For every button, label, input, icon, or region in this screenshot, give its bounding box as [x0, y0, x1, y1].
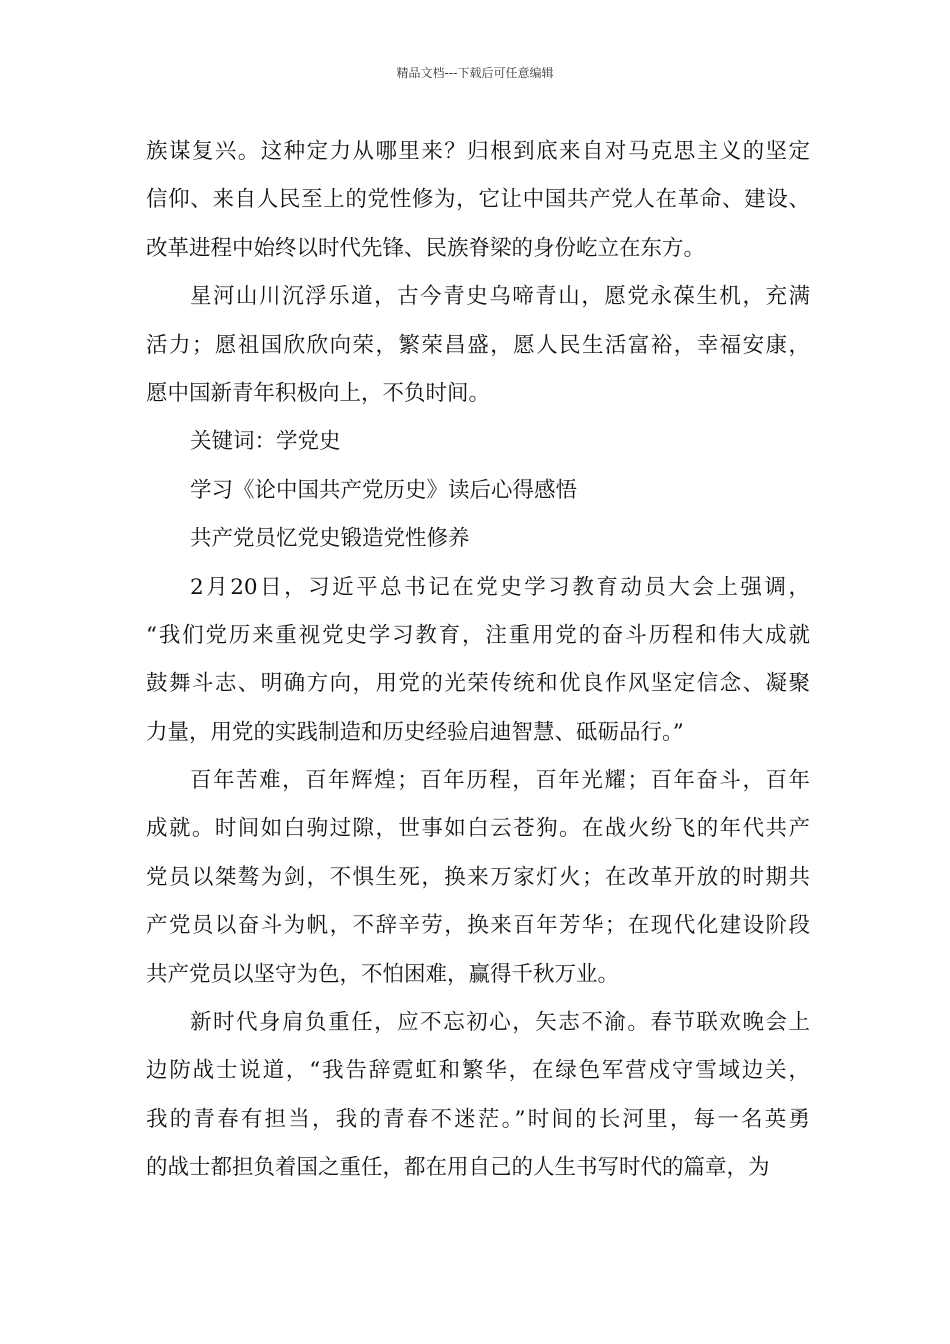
text-line: 2月20日，习近平总书记在党史学习教育动员大会上强调， [190, 574, 810, 600]
text-line: 产党员以奋斗为帆，不辞辛劳，换来百年芳华；在现代化建设阶段 [146, 913, 810, 939]
document-body [146, 128, 810, 1193]
text-line: 力量，用党的实践制造和历史经验启迪智慧、砥砺品行。” [146, 719, 684, 745]
text-line: 族谋复兴。这种定力从哪里来？归根到底来自对马克思主义的坚定 [146, 139, 810, 164]
text-line: 鼓舞斗志、明确方向，用党的光荣传统和优良作风坚定信念、凝聚 [146, 671, 810, 697]
text-line: 我的青春有担当，我的青春不迷茫。”时间的长河里，每一名英勇 [146, 1106, 810, 1132]
text-line: 共产党员忆党史锻造党性修养 [190, 526, 470, 552]
text-line: 愿中国新青年积极向上，不负时间。 [146, 380, 491, 406]
text-line: 学习《论中国共产党历史》读后心得感悟 [190, 477, 578, 503]
paragraph [146, 467, 810, 515]
text-line: 关键词：学党史 [190, 429, 341, 455]
paragraph [146, 128, 810, 273]
paragraph [146, 999, 810, 1193]
text-line: 新时代身肩负重任，应不忘初心，矢志不渝。春节联欢晚会上 [190, 1010, 810, 1036]
text-line: 星河山川沉浮乐道，古今青史乌啼青山，愿党永葆生机，充满 [190, 284, 810, 310]
text-line: 改革进程中始终以时代先锋、民族脊梁的身份屹立在东方。 [146, 235, 706, 261]
paragraph [146, 515, 810, 563]
text-line: “我们党历来重视党史学习教育，注重用党的奋斗历程和伟大成就 [146, 622, 810, 648]
text-line: 的战士都担负着国之重任，都在用自己的人生书写时代的篇章，为 [146, 1155, 770, 1181]
text-line: 边防战士说道，“我告辞霓虹和繁华，在绿色军营戍守雪域边关， [146, 1058, 810, 1084]
text-line: 活力；愿祖国欣欣向荣，繁荣昌盛，愿人民生活富裕，幸福安康， [146, 332, 810, 358]
text-line: 成就。时间如白驹过隙，世事如白云苍狗。在战火纷飞的年代共产 [146, 816, 810, 842]
text-line: 共产党员以坚守为色，不怕困难，赢得千秋万业。 [146, 961, 620, 987]
paragraph [146, 757, 810, 999]
paragraph [146, 418, 810, 466]
text-line: 信仰、来自人民至上的党性修为，它让中国共产党人在革命、建设、 [146, 187, 810, 213]
page-header: 精品文档---下载后可任意编辑 [396, 66, 554, 80]
text-line: 百年苦难，百年辉煌；百年历程，百年光耀；百年奋斗，百年 [190, 768, 810, 794]
text-line: 党员以桀骜为剑，不惧生死，换来万家灯火；在改革开放的时期共 [146, 864, 810, 890]
paragraph [146, 564, 810, 758]
paragraph [146, 273, 810, 418]
